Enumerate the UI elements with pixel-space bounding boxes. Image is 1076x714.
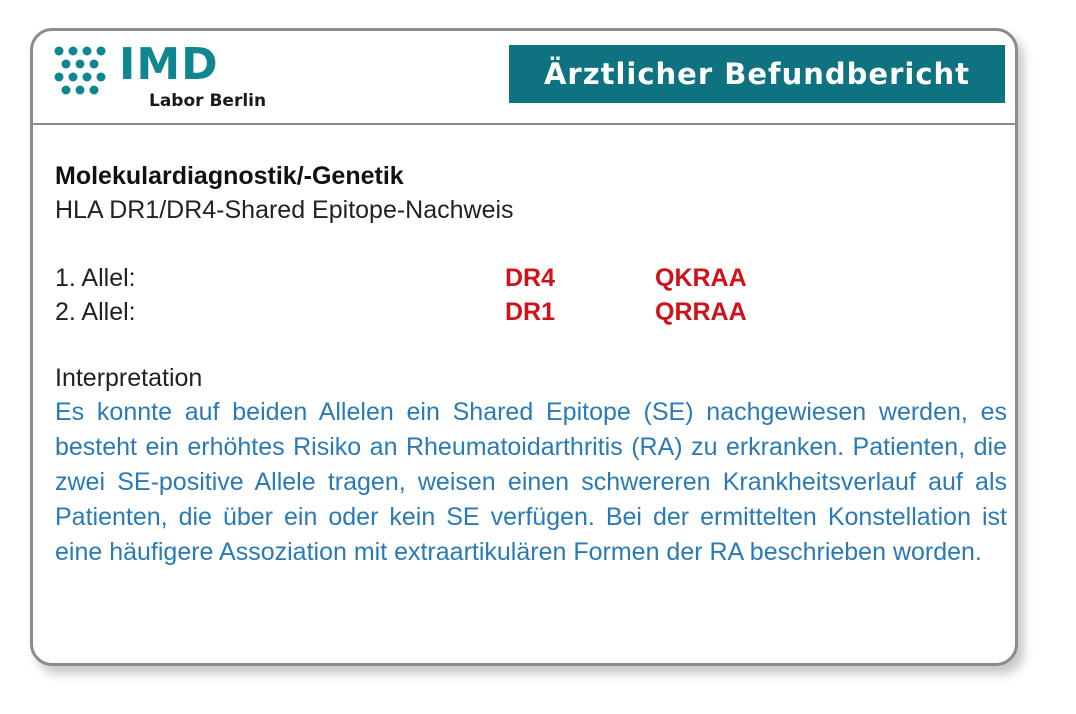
report-header [33, 31, 1015, 125]
test-name: HLA DR1/DR4-Shared Epitope-Nachweis [55, 196, 514, 224]
department-heading: Molekulardiagnostik/-Genetik [55, 162, 404, 190]
report-title-banner: Ärztlicher Befundbericht [509, 45, 1005, 103]
allele-list [55, 261, 1007, 329]
allele-label: 1. Allel: [55, 264, 136, 292]
allele-row [55, 295, 1007, 329]
interpretation-heading: Interpretation [55, 364, 203, 392]
allele-row [55, 261, 1007, 295]
allele-motif: QRRAA [655, 298, 747, 326]
logo-subtitle: Labor Berlin [149, 91, 267, 111]
report-body [55, 159, 1007, 570]
report-card [30, 28, 1018, 666]
imd-logo-dots-icon [53, 45, 109, 97]
allele-type: DR4 [505, 264, 556, 292]
allele-label: 2. Allel: [55, 298, 136, 326]
logo-name: IMD [119, 39, 219, 90]
interpretation-text: Es konnte auf beiden Allelen ein Shared Epitope (SE) nachgewiesen werden, es besteht ein erhöhtes Risiko an Rheumatoidarthritis (RA) zu erkranken. Patienten, die zwei SE-positive Allele tragen, weisen einen schwereren Krankheitsverlauf auf als Patienten, die über ein oder kein SE verfügen. Bei der ermittelten Konstellation ist eine häufigere Assoziation mit extraartikulären Formen der RA beschrieben worden. [55, 398, 1007, 566]
allele-motif: QKRAA [655, 264, 747, 292]
allele-type: DR1 [505, 298, 556, 326]
